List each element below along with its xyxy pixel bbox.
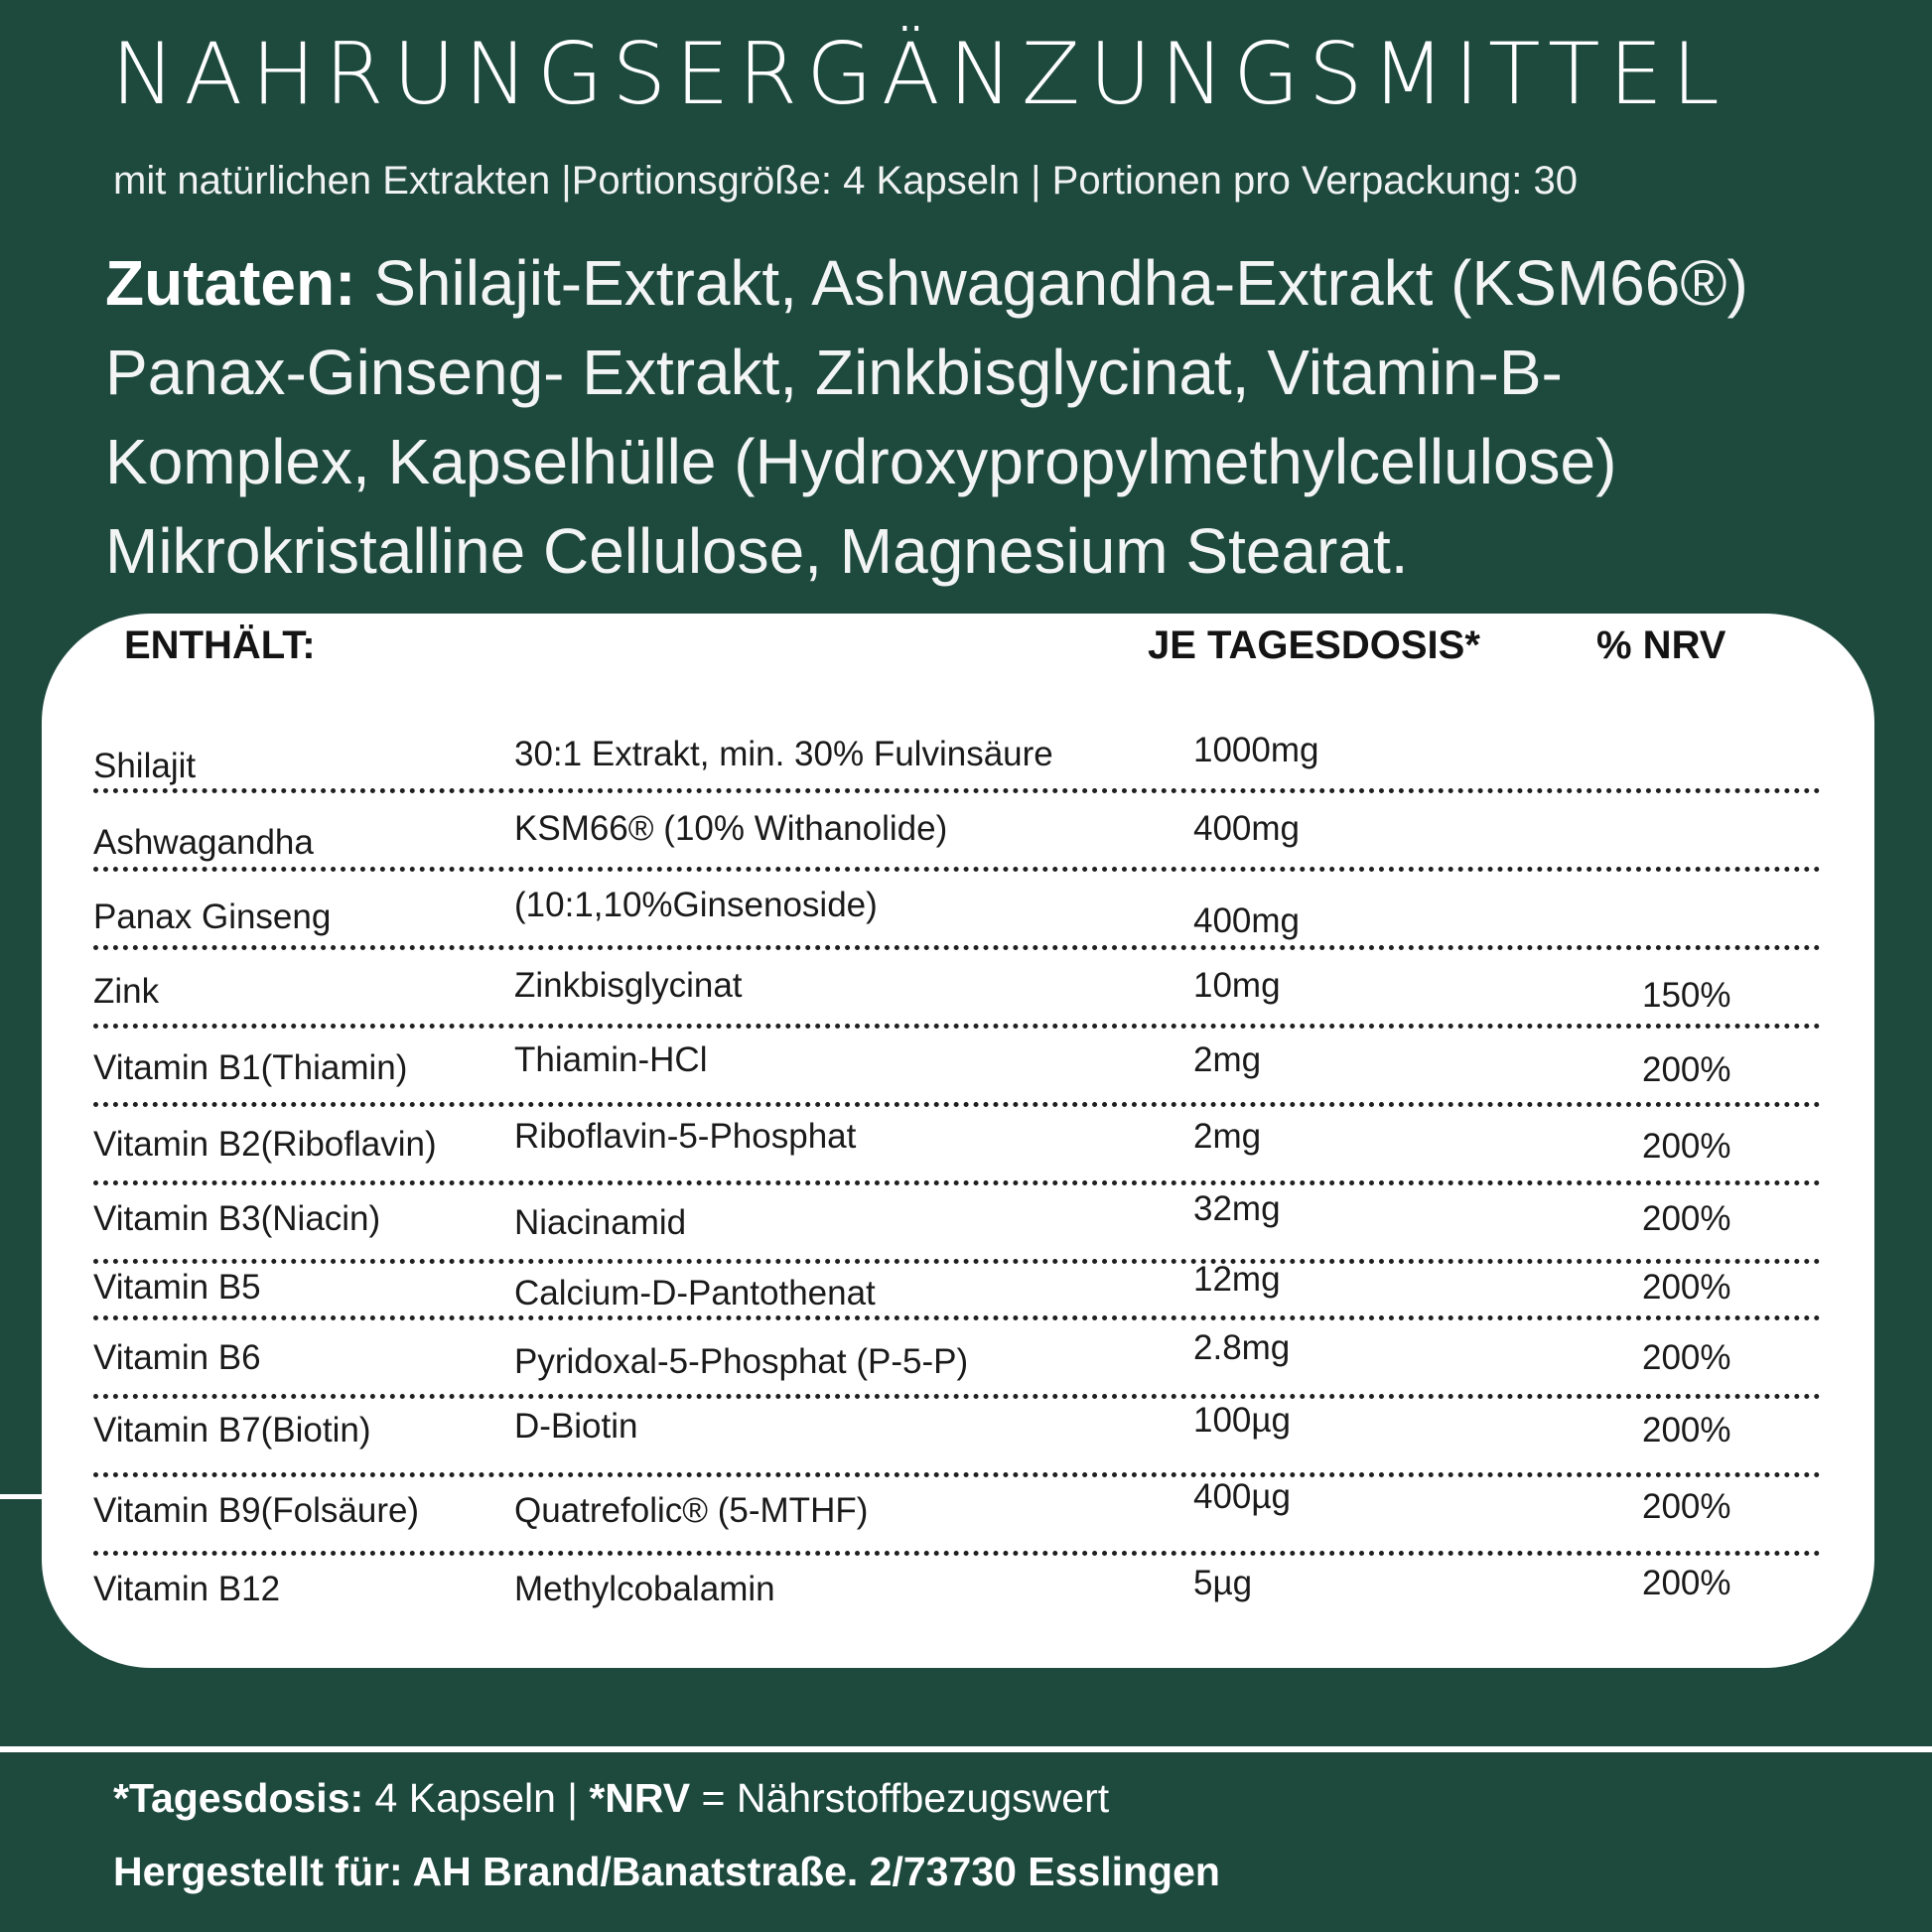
- nutrient-dose: 400mg: [1193, 809, 1301, 848]
- table-row: [93, 715, 1821, 793]
- footer-dose-text: 4 Kapseln |: [363, 1775, 590, 1821]
- nutrient-source: (10:1,10%Ginsenoside): [514, 886, 878, 924]
- footer-dose-label: *Tagesdosis:: [113, 1775, 364, 1821]
- nutrient-name: Vitamin B1(Thiamin): [93, 1048, 408, 1087]
- nutrient-nrv: 200%: [1642, 1338, 1731, 1377]
- table-row: [93, 1029, 1821, 1107]
- nutrient-dose: 10mg: [1193, 966, 1281, 1005]
- table-row: [93, 1320, 1821, 1399]
- nutrient-nrv: 200%: [1642, 1268, 1731, 1307]
- nutrient-nrv: 200%: [1642, 1411, 1731, 1449]
- table-row: [93, 1556, 1821, 1629]
- nutrient-dose: 400mg: [1193, 901, 1301, 940]
- ingredients-text: [105, 238, 1853, 596]
- footer-dosage-note: [113, 1775, 1109, 1822]
- nutrient-name: Zink: [93, 972, 160, 1011]
- table-row: [93, 1260, 1821, 1320]
- nutrient-source: Methylcobalamin: [514, 1570, 775, 1608]
- nutrient-name: Panax Ginseng: [93, 897, 332, 936]
- header-nrv: % NRV: [1596, 623, 1726, 667]
- decorative-line: [0, 1494, 44, 1499]
- nutrition-table-panel: [42, 614, 1874, 1668]
- table-row: [93, 950, 1821, 1029]
- nutrient-name: Vitamin B7(Biotin): [93, 1411, 371, 1449]
- nutrient-dose: 1000mg: [1193, 731, 1319, 769]
- nutrition-table-rows: [93, 715, 1821, 1629]
- nutrient-name: Vitamin B9(Folsäure): [93, 1491, 420, 1530]
- nutrient-source: 30:1 Extrakt, min. 30% Fulvinsäure: [514, 735, 1053, 773]
- nutrient-dose: 100µg: [1193, 1401, 1292, 1440]
- nutrient-source: KSM66® (10% Withanolide): [514, 809, 948, 848]
- table-row: [93, 793, 1821, 872]
- nutrient-name: Shilajit: [93, 747, 197, 785]
- nutrient-dose: 2mg: [1193, 1040, 1262, 1079]
- ingredients-line-3: Komplex, Kapselhülle (Hydroxypropylmethylcellulose): [105, 426, 1617, 497]
- nutrient-name: Ashwagandha: [93, 823, 314, 862]
- nutrient-dose: 2mg: [1193, 1117, 1262, 1156]
- nutrient-nrv: 200%: [1642, 1199, 1731, 1238]
- ingredients-label: Zutaten:: [105, 247, 356, 319]
- nutrient-dose: 400µg: [1193, 1477, 1292, 1516]
- table-row: [93, 1477, 1821, 1556]
- nutrient-nrv: 200%: [1642, 1127, 1731, 1166]
- nutrient-dose: 32mg: [1193, 1189, 1281, 1228]
- nutrient-nrv: 200%: [1642, 1564, 1731, 1602]
- nutrient-name: Vitamin B6: [93, 1338, 261, 1377]
- nutrient-nrv: 200%: [1642, 1487, 1731, 1526]
- nutrient-source: Calcium-D-Pantothenat: [514, 1274, 876, 1312]
- footer-manufacturer: Hergestellt für: AH Brand/Banatstraße. 2/73730 Esslingen: [113, 1849, 1220, 1894]
- nutrient-source: Zinkbisglycinat: [514, 966, 743, 1005]
- nutrient-nrv: 150%: [1642, 976, 1731, 1015]
- nutrient-name: Vitamin B5: [93, 1268, 261, 1307]
- ingredients-line-2: Panax-Ginseng- Extrakt, Zinkbisglycinat, Vitamin-B-: [105, 337, 1563, 408]
- nutrient-name: Vitamin B12: [93, 1570, 281, 1608]
- nutrient-dose: 12mg: [1193, 1260, 1281, 1299]
- header-per-dose: JE TAGESDOSIS*: [1148, 623, 1480, 667]
- nutrient-name: Vitamin B2(Riboflavin): [93, 1125, 437, 1164]
- subtitle: mit natürlichen Extrakten |Portionsgröße: 4 Kapseln | Portionen pro Verpackung: 30: [113, 159, 1578, 203]
- nutrient-name: Vitamin B3(Niacin): [93, 1199, 381, 1238]
- footer-nrv-text: = Nährstoffbezugswert: [690, 1775, 1110, 1821]
- ingredients-line-1-text: Shilajit-Extrakt, Ashwagandha-Extrakt (KSM66®): [355, 247, 1748, 319]
- nutrient-dose: 2.8mg: [1193, 1328, 1291, 1367]
- nutrient-source: Niacinamid: [514, 1203, 687, 1242]
- nutrient-source: Quatrefolic® (5-MTHF): [514, 1491, 869, 1530]
- nutrient-source: Pyridoxal-5-Phosphat (P-5-P): [514, 1342, 969, 1381]
- table-row: [93, 1107, 1821, 1185]
- nutrient-source: Riboflavin-5-Phosphat: [514, 1117, 857, 1156]
- ingredients-line-1: [105, 238, 1853, 328]
- footer-nrv-label: *NRV: [589, 1775, 691, 1821]
- nutrient-dose: 5µg: [1193, 1564, 1253, 1602]
- nutrient-nrv: 200%: [1642, 1050, 1731, 1089]
- header-contains: ENTHÄLT:: [124, 623, 316, 667]
- table-row: [93, 1185, 1821, 1264]
- table-row: [93, 1399, 1821, 1477]
- nutrient-source: D-Biotin: [514, 1407, 638, 1446]
- table-row: [93, 872, 1821, 950]
- footer-divider: [0, 1746, 1932, 1752]
- page-title: NAHRUNGSERGÄNZUNGSMITTEL: [111, 25, 1728, 124]
- ingredients-line-4: Mikrokristalline Cellulose, Magnesium Stearat.: [105, 515, 1409, 587]
- nutrient-source: Thiamin-HCl: [514, 1040, 708, 1079]
